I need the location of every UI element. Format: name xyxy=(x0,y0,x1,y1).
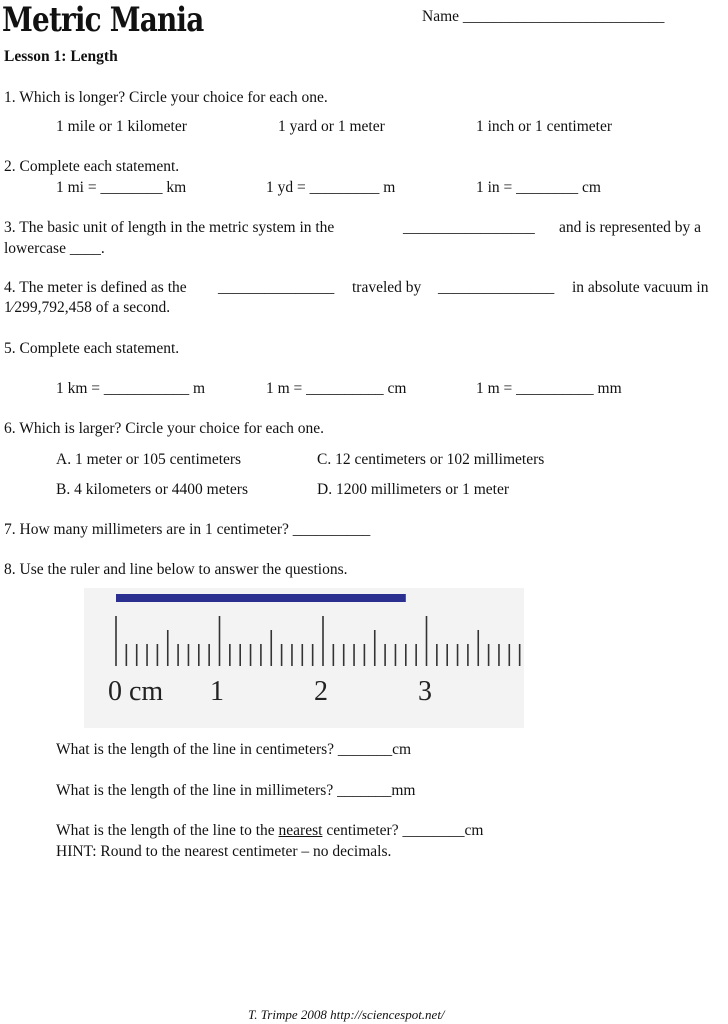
q4-blank-2: _______________ xyxy=(438,279,555,296)
q1-choice-1: 1 mile or 1 kilometer xyxy=(56,118,187,135)
lesson-heading: Lesson 1: Length xyxy=(4,48,118,65)
footer-credit: T. Trimpe 2008 http://sciencespot.net/ xyxy=(248,1007,445,1022)
q8-prompt: 8. Use the ruler and line below to answer the questions. xyxy=(4,561,348,578)
q2-item-3: 1 in = ________ cm xyxy=(476,179,601,196)
q1-prompt: 1. Which is longer? Circle your choice for each one. xyxy=(4,89,328,106)
ruler-label-2: 2 xyxy=(314,676,328,707)
q5-item-3: 1 m = __________ mm xyxy=(476,380,622,397)
q4-line1-mid: traveled by xyxy=(352,279,422,296)
q2-prompt: 2. Complete each statement. xyxy=(4,158,180,175)
q6-choice-d: D. 1200 millimeters or 1 meter xyxy=(317,481,509,498)
q8-sub-question-1: What is the length of the line in centimeters? _______cm xyxy=(56,741,412,758)
name-field-label: Name __________________________ xyxy=(422,8,665,25)
q4-line2: 1⁄299,792,458 of a second. xyxy=(4,299,171,316)
q2-item-2: 1 yd = _________ m xyxy=(266,179,396,196)
q3-blank: _________________ xyxy=(403,219,535,236)
q8-sub3-end: centimeter? ________cm xyxy=(322,822,484,839)
q3-line1-start: 3. The basic unit of length in the metric system in the xyxy=(4,219,335,236)
q3-line2: lowercase ____. xyxy=(4,240,105,257)
q2-item-1: 1 mi = ________ km xyxy=(56,179,187,196)
q8-sub3-underlined: nearest xyxy=(278,822,323,839)
q6-choice-a: A. 1 meter or 105 centimeters xyxy=(56,451,242,468)
q6-choice-c: C. 12 centimeters or 102 millimeters xyxy=(317,451,545,468)
q1-choice-3: 1 inch or 1 centimeter xyxy=(476,118,613,135)
ruler-label-0: 0 cm xyxy=(108,676,164,707)
q5-item-2: 1 m = __________ cm xyxy=(266,380,407,397)
ruler-svg xyxy=(84,588,524,728)
q7-prompt: 7. How many millimeters are in 1 centimeter? __________ xyxy=(4,521,371,538)
ruler-label-1: 1 xyxy=(210,676,224,707)
ruler-label-3: 3 xyxy=(418,676,432,707)
q4-line1-end: in absolute vacuum in xyxy=(572,279,709,296)
ruler-figure xyxy=(84,588,524,728)
q4-line1-start: 4. The meter is defined as the xyxy=(4,279,187,296)
q5-item-1: 1 km = ___________ m xyxy=(56,380,206,397)
q3-line1-end: and is represented by a xyxy=(559,219,702,236)
q5-prompt: 5. Complete each statement. xyxy=(4,340,180,357)
q4-blank-1: _______________ xyxy=(218,279,335,296)
q6-prompt: 6. Which is larger? Circle your choice for each one. xyxy=(4,420,325,437)
q6-choice-b: B. 4 kilometers or 4400 meters xyxy=(56,481,248,498)
q8-sub-question-3 xyxy=(56,822,483,840)
q1-choice-2: 1 yard or 1 meter xyxy=(278,118,385,135)
q8-hint: HINT: Round to the nearest centimeter – no decimals. xyxy=(56,843,392,860)
worksheet-title: Metric Mania xyxy=(2,0,204,40)
q8-sub-question-2: What is the length of the line in millimeters? _______mm xyxy=(56,782,416,799)
q8-sub3-start: What is the length of the line to the xyxy=(56,822,279,839)
